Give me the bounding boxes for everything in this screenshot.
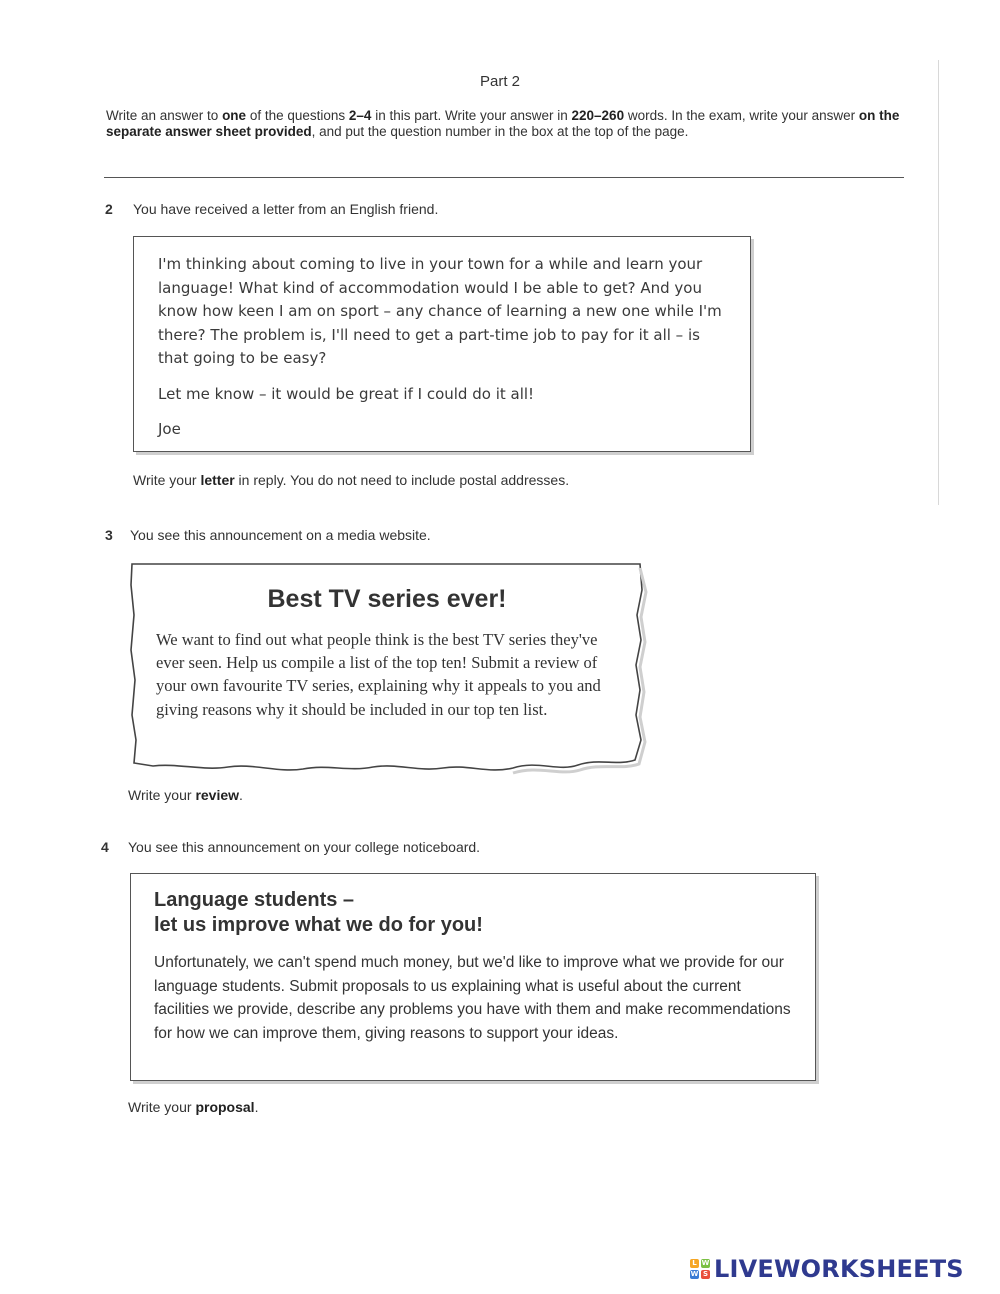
letter-paragraph-2: Let me know – it would be great if I could do it all!: [158, 384, 535, 403]
question-2-prompt: You have received a letter from an English friend.: [133, 201, 439, 217]
logo-cell: W: [690, 1270, 699, 1278]
logo-cell: W: [701, 1259, 710, 1267]
letter-signature: Joe: [158, 420, 181, 438]
divider-rule: [104, 177, 904, 178]
page-edge-line: [938, 60, 939, 505]
question-4-task: Write your proposal.: [128, 1099, 259, 1115]
liveworksheets-logo: [690, 1254, 990, 1284]
question-2-number: 2: [105, 201, 113, 217]
logo-cell: L: [690, 1259, 699, 1268]
tv-announcement-body: We want to find out what people think is the best TV series they've ever seen. Help us compile a list of the top ten! Submit a review of your own favourite TV series, explaining why it appeals to you and giving reasons why it should be included in our top ten list.: [156, 630, 601, 719]
question-4-prompt: You see this announcement on your college noticeboard.: [128, 839, 481, 855]
letter-paragraph-1: I'm thinking about coming to live in your town for a while and learn your language! What kind of accommodation would I be able to get? And you know how keen I am on sport – any chance of learning a new one while I'm there? The problem is, I'll need to get a part-time job to pay for it all – is that going to be easy?: [158, 255, 722, 367]
question-3-task: Write your review.: [128, 787, 243, 803]
letter-box: [133, 236, 751, 452]
logo-grid-icon: [690, 1259, 710, 1279]
part-title: Part 2: [479, 73, 521, 90]
question-3-prompt: You see this announcement on a media website.: [130, 527, 431, 543]
instructions: Write an answer to one of the questions 2–4 in this part. Write your answer in 220–260 words. In the exam, write your answer on the separate answer sheet provided, and put the question number in the box at the top of the page.: [106, 108, 900, 139]
logo-text: LIVEWORKSHEETS: [714, 1255, 964, 1283]
logo-cell: S: [702, 1270, 709, 1278]
question-3-number: 3: [105, 527, 113, 543]
proposal-announcement-body: Unfortunately, we can't spend much money, but we'd like to improve what we provide for our language students. Submit proposals to us explaining what is useful about the current facilities we provide, describe any problems you have with them and make recommendations for how we can improve them, giving reasons to support your ideas.: [154, 954, 791, 1042]
proposal-announcement-title: Language students – let us improve what we do for you!: [154, 889, 483, 936]
tv-announcement-title: Best TV series ever!: [267, 585, 507, 613]
question-4-number: 4: [101, 839, 109, 855]
question-2-task: Write your letter in reply. You do not need to include postal addresses.: [133, 472, 570, 488]
